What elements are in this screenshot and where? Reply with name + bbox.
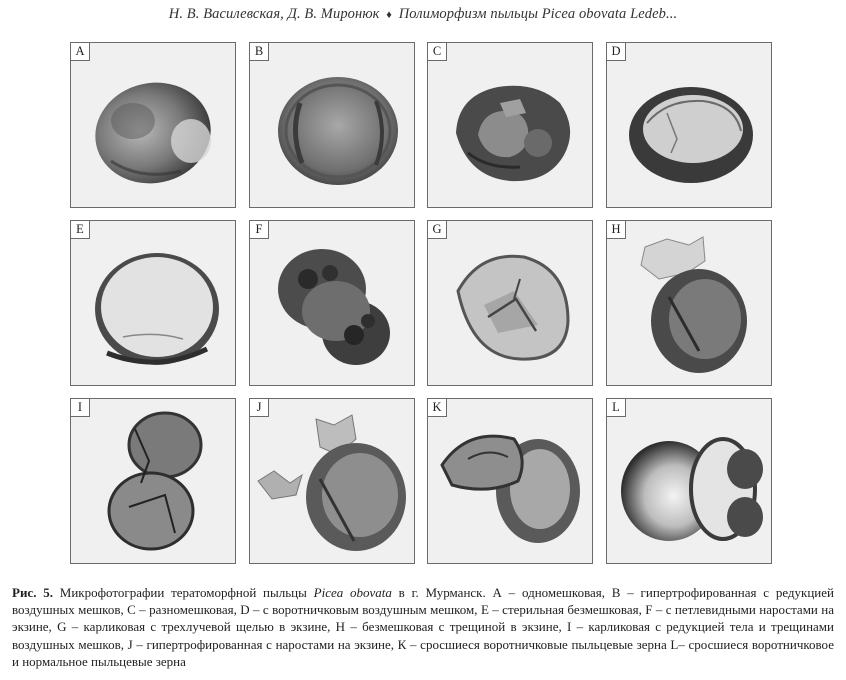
- header-authors: Н. В. Василевская, Д. В. Миронюк: [168, 6, 380, 22]
- panel-b: [249, 42, 415, 208]
- panel-label: H: [607, 221, 626, 239]
- panel-label: L: [607, 399, 626, 417]
- caption-text-2: в г. Мурманск. А – одномешковая, В – гипертрофированная с редукцией воздушных мешков, С – разномешковая, D – с воротничковым воздушным мешком, Е – стерильная безмешковая, F – с петлевидными наростами на экзине, G – карликовая с трехлучевой щелью в экзине, Н – безмешковая с трещиной в экзине, I – карликовая с редукцией тела и трещинами воздушных мешков, J – гипертрофированная с наростами на экзине, К – сросшиеся воротничковые пыльцевые зерна L– сросшиеся воротничковое и нормальное пыльцевые зерна: [12, 585, 834, 669]
- panel-j: [249, 398, 415, 564]
- pollen-image-e: [71, 221, 236, 386]
- panel-i: [70, 398, 236, 564]
- pollen-image-g: [428, 221, 593, 386]
- panel-label: K: [428, 399, 447, 417]
- panel-g: [427, 220, 593, 386]
- panel-f: [249, 220, 415, 386]
- pollen-image-d: [607, 43, 772, 208]
- panel-label: I: [71, 399, 90, 417]
- panel-l: [606, 398, 772, 564]
- caption-text-1: Микрофотографии тератоморфной пыльцы: [52, 585, 314, 600]
- pollen-image-f: [250, 221, 415, 386]
- panel-label: G: [428, 221, 447, 239]
- caption-species: Picea obovata: [313, 585, 392, 600]
- pollen-image-k: [428, 399, 593, 564]
- pollen-image-c: [428, 43, 593, 208]
- panel-label: E: [71, 221, 90, 239]
- panel-label: A: [71, 43, 90, 61]
- panel-label: B: [250, 43, 269, 61]
- panel-c: [427, 42, 593, 208]
- panel-k: [427, 398, 593, 564]
- running-header: [0, 6, 846, 23]
- panel-label: C: [428, 43, 447, 61]
- panel-label: D: [607, 43, 626, 61]
- panel-d: [606, 42, 772, 208]
- figure-caption: [12, 584, 834, 670]
- panel-e: [70, 220, 236, 386]
- header-separator: ♦: [386, 9, 392, 21]
- panel-h: [606, 220, 772, 386]
- pollen-image-h: [607, 221, 772, 386]
- figure-grid: [70, 42, 773, 564]
- panel-label: J: [250, 399, 269, 417]
- panel-label: F: [250, 221, 269, 239]
- pollen-image-a: [71, 43, 236, 208]
- panel-a: [70, 42, 236, 208]
- pollen-image-b: [250, 43, 415, 208]
- header-title: Полиморфизм пыльцы Picea obovata Ledeb...: [398, 6, 678, 22]
- pollen-image-j: [250, 399, 415, 564]
- pollen-image-l: [607, 399, 772, 564]
- caption-figure-label: Рис. 5.: [12, 585, 53, 600]
- pollen-image-i: [71, 399, 236, 564]
